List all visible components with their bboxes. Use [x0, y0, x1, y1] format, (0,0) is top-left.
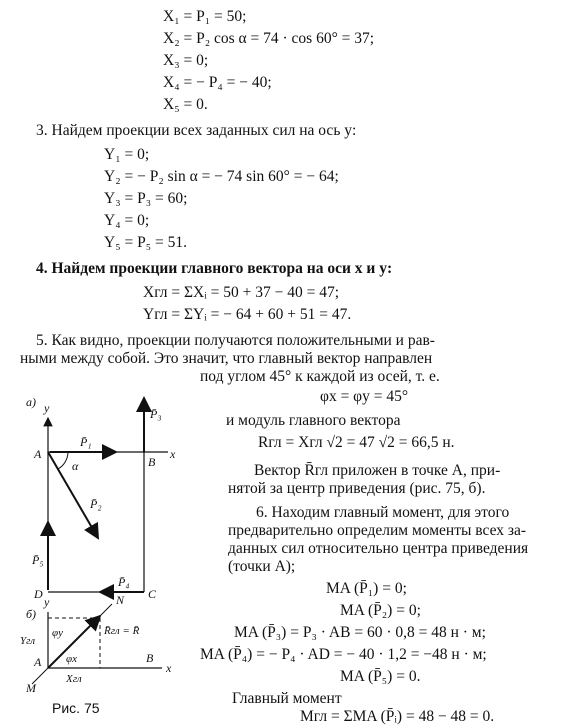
step-6-line-1: 6. Находим главный момент, для этого [256, 504, 510, 521]
point-c: C [148, 587, 157, 601]
point-b: B [148, 455, 156, 469]
y-proj-label: Yгл [20, 635, 36, 647]
y-projection-1: Y₁ = 0; [104, 146, 150, 163]
x-projection-4: X₄ = − P₄ = − 40; [163, 74, 272, 91]
fig-a-axis-y: y [44, 401, 50, 415]
fig-b-point-b: B [146, 651, 154, 665]
step-5-line-2: ными между собой. Это значит, что главный вектор направлен [20, 350, 433, 367]
moment-3: MA (P̄₃) = P₃ · AB = 60 · 0,8 = 48 н · м; [234, 624, 486, 641]
figure-75 [4, 372, 204, 707]
point-n: N [116, 593, 125, 607]
force-p4-label: P̄₄ [118, 575, 130, 589]
step-6-line-3: данных сил относительно центра приведения [228, 540, 529, 557]
x-proj-label: Xгл [66, 673, 82, 685]
x-projection-3: X₃ = 0; [163, 52, 209, 69]
step-6-line-4: (точки A); [228, 558, 296, 575]
point-m: M [26, 681, 36, 695]
fig-b-axis-y: y [44, 595, 50, 609]
x-projection-2: X₂ = P₂ cos α = 74 · cos 60° = 37; [163, 30, 375, 47]
moment-5: MA (P̄₅) = 0. [340, 668, 421, 685]
vector-note-line-1: Вектор R̄гл приложен в точке A, при- [254, 462, 501, 479]
point-a: A [34, 447, 42, 461]
moment-1: MA (P̄₁) = 0; [326, 580, 407, 597]
fig-b-point-a: A [34, 655, 42, 669]
step-3-heading: 3. Найдем проекции всех заданных сил на ось y: [36, 122, 357, 139]
resultant-label: R̄гл = R̄ [104, 625, 140, 637]
line-mn [32, 604, 112, 684]
step-6-line-2: предварительно определим моменты всех за- [228, 522, 527, 539]
angle-phi-y: φy [52, 627, 63, 639]
main-vector-x: Xгл = ΣXᵢ = 50 + 37 − 40 = 47; [143, 284, 340, 301]
y-projection-5: Y₅ = P₅ = 51. [104, 234, 187, 251]
fig-b-label: б) [26, 607, 37, 621]
angle-phi-x: φx [66, 653, 77, 665]
force-p3-label: P̄₃ [150, 407, 162, 421]
x-projection-1: X₁ = P₁ = 50; [163, 8, 247, 25]
angle-alpha-label: α [72, 459, 79, 473]
main-vector-y: Yгл = ΣYᵢ = − 64 + 60 + 51 = 47. [143, 306, 352, 323]
figure-75-svg [4, 372, 204, 702]
y-projection-4: Y₄ = 0; [104, 212, 150, 229]
figure-caption: Рис. 75 [52, 700, 100, 716]
moment-4: MA (P̄₄) = − P₄ · AD = − 40 · 1,2 = −48 н · м; [200, 646, 487, 663]
main-moment-equation: Mгл = ΣMA (P̄ᵢ) = 48 − 48 = 0. [300, 708, 495, 725]
point-d: D [34, 587, 43, 601]
x-projection-5: X₅ = 0. [163, 96, 208, 113]
vector-note-line-2: нятой за центр приведения (рис. 75, б). [228, 480, 486, 497]
step-4-heading: 4. Найдем проекции главного вектора на оси x и y: [36, 260, 393, 277]
modulus-intro: и модуль главного вектора [226, 412, 401, 429]
fig-a-label: а) [26, 395, 36, 409]
force-p5-label: P̄₅ [32, 553, 44, 567]
step-5-line-1: 5. Как видно, проекции получаются положительными и рав- [36, 332, 435, 349]
phi-equation: φx = φy = 45° [320, 388, 409, 405]
angle-alpha-arc [58, 452, 68, 469]
step-5-line-3: под углом 45° к каждой из осей, т. е. [200, 368, 440, 385]
main-moment-label: Главный момент [232, 690, 342, 707]
force-p2-label: P̄₂ [90, 497, 102, 511]
y-projection-2: Y₂ = − P₂ sin α = − 74 sin 60° = − 64; [104, 168, 339, 185]
moment-2: MA (P̄₂) = 0; [340, 602, 421, 619]
force-p1-label: P̄₁ [80, 435, 92, 449]
y-projection-3: Y₃ = P₃ = 60; [104, 190, 188, 207]
fig-a-axis-x: x [170, 447, 176, 461]
modulus-equation: Rгл = Xгл √2 = 47 √2 = 66,5 н. [258, 434, 455, 451]
fig-b-axis-x: x [166, 661, 172, 675]
